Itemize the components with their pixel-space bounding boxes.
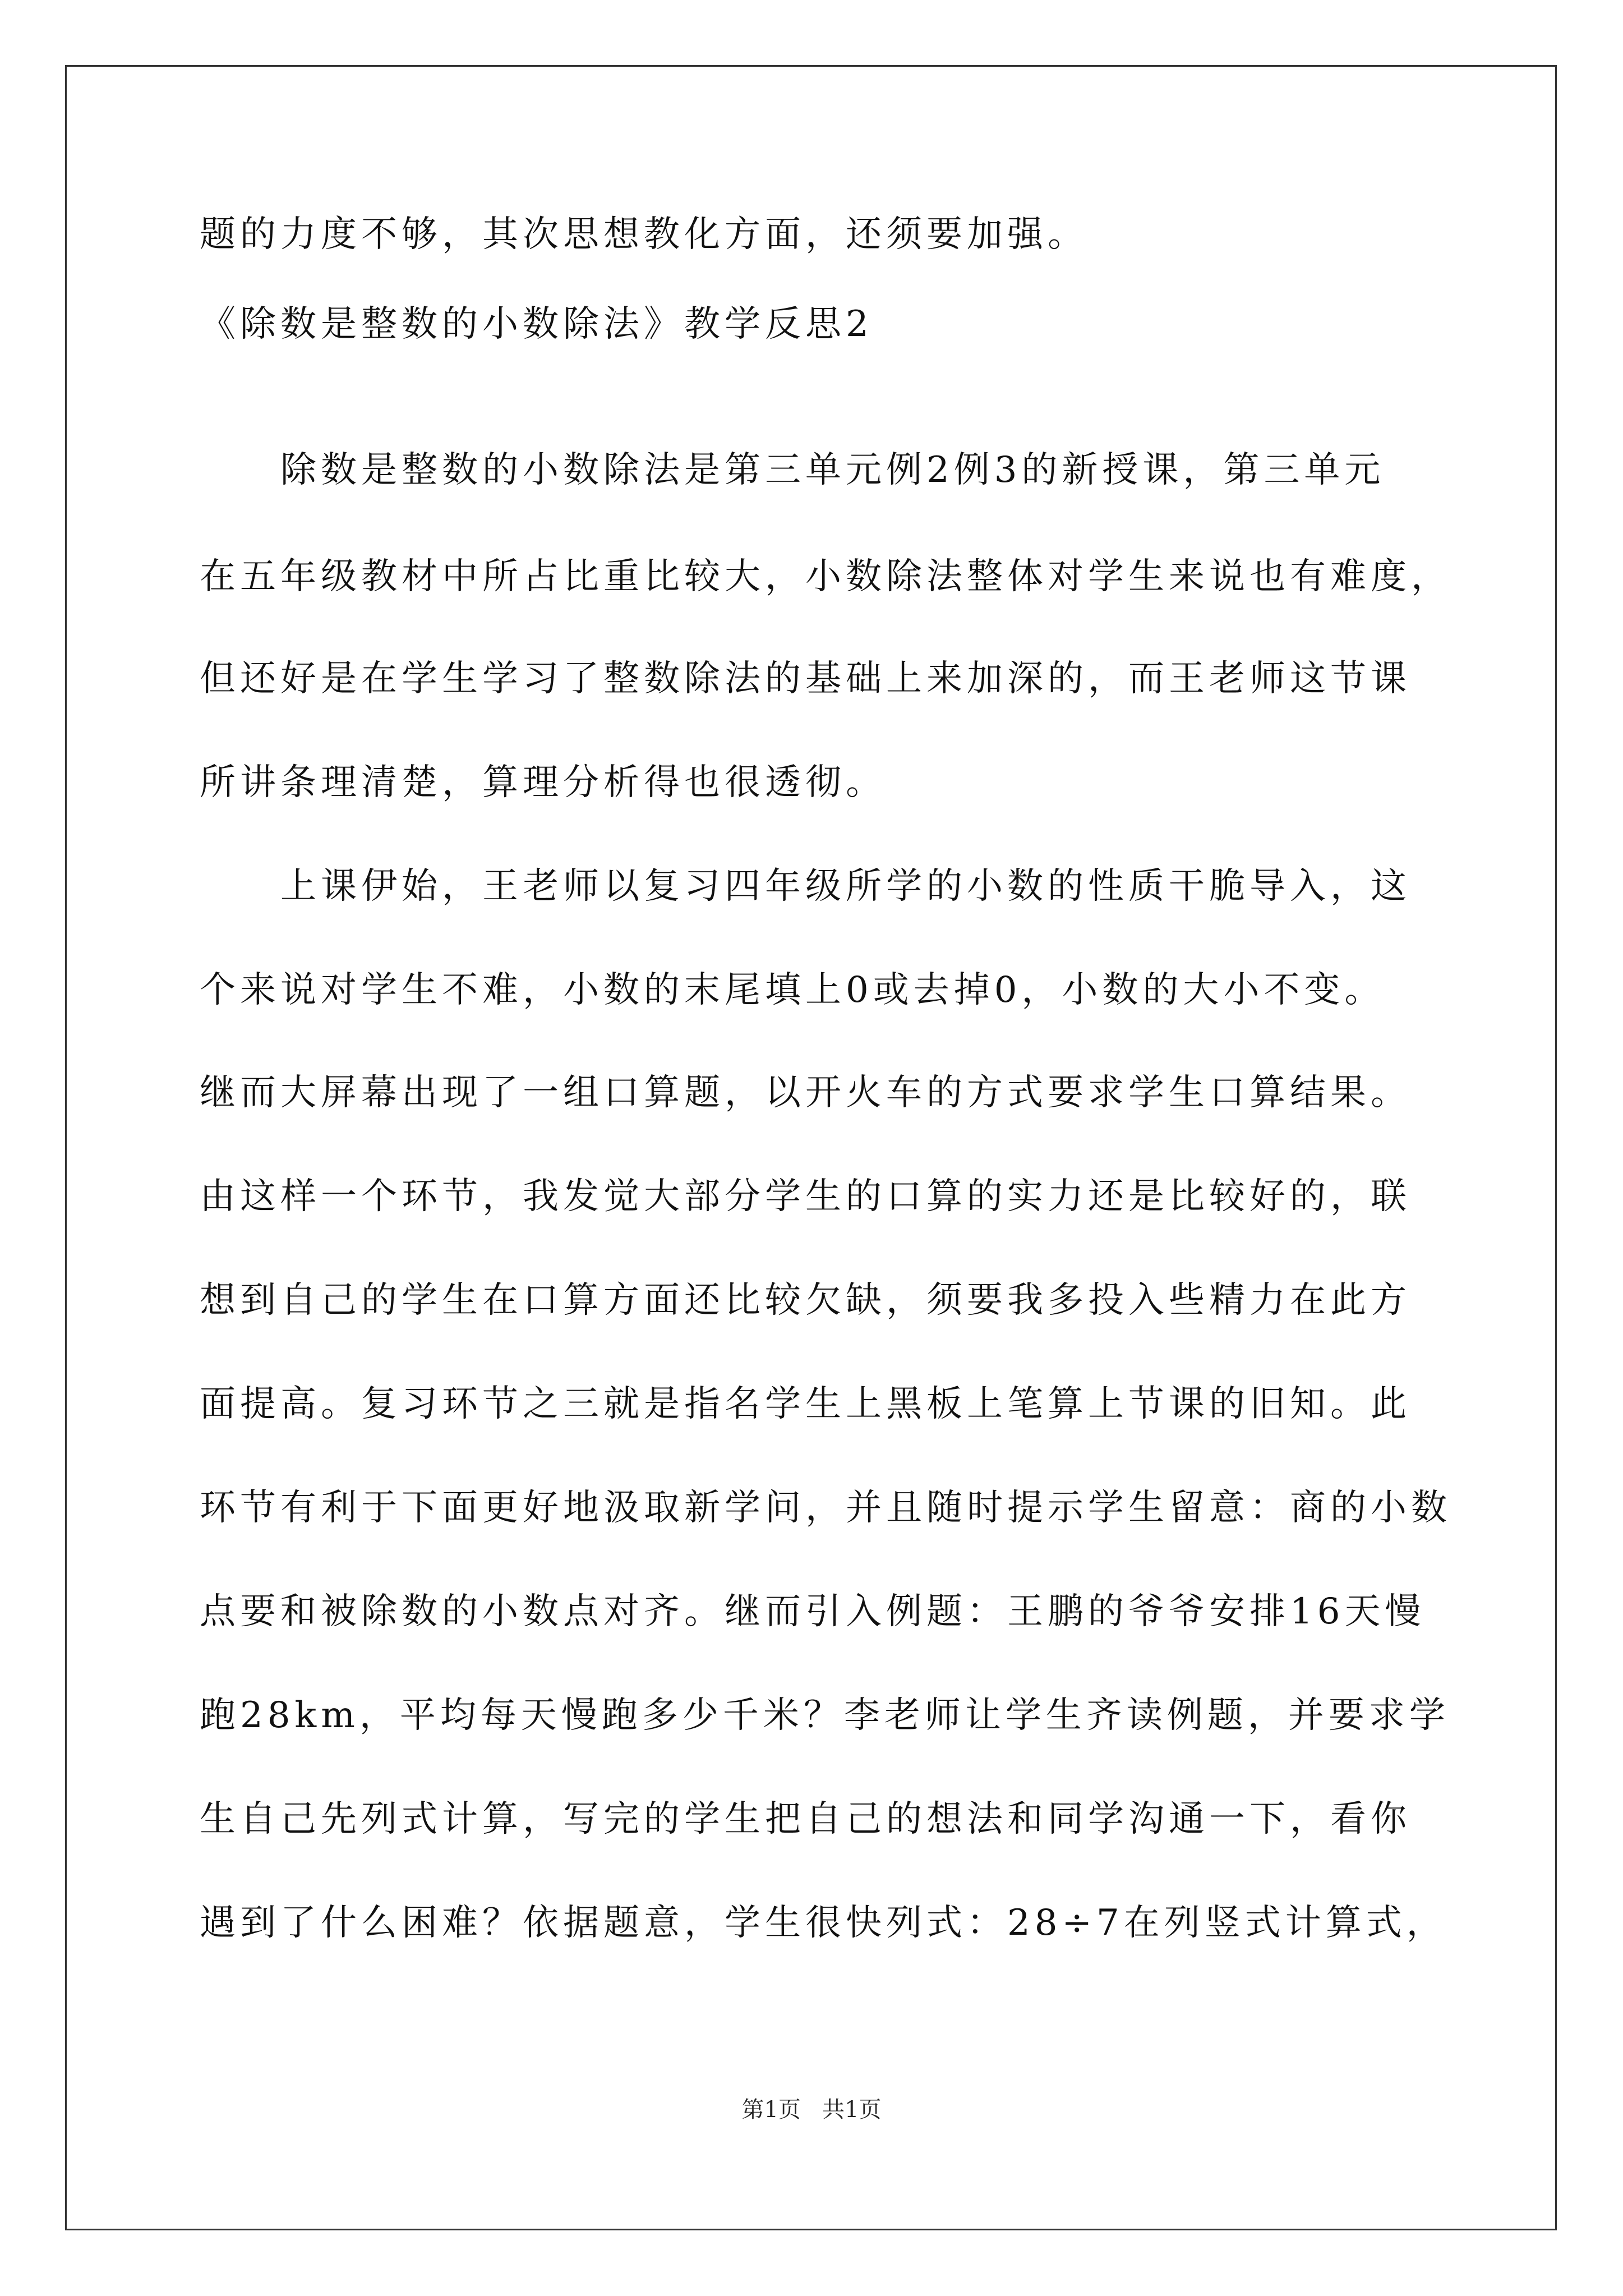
text-line-1: 题的力度不够，其次思想教化方面，还须要加强。 [200, 214, 1088, 255]
paragraph-2-line-3: 继而大屏幕出现了一组口算题，以开火车的方式要求学生口算结果。 [200, 1072, 1411, 1114]
paragraph-2-line-9: 跑28km，平均每天慢跑多少千米？李老师让学生齐读例题，并要求学 [200, 1695, 1450, 1736]
section-title: 《除数是整数的小数除法》教学反思2 [200, 303, 873, 345]
paragraph-2-line-1: 上课伊始，王老师以复习四年级所学的小数的性质干脆导入，这 [280, 866, 1411, 907]
paragraph-1-line-2: 在五年级教材中所占比重比较大，小数除法整体对学生来说也有难度， [200, 556, 1451, 597]
paragraph-2-line-10: 生自己先列式计算，写完的学生把自己的想法和同学沟通一下，看你 [200, 1798, 1411, 1840]
paragraph-2-line-6: 面提高。复习环节之三就是指名学生上黑板上笔算上节课的旧知。此 [200, 1383, 1411, 1425]
paragraph-1-line-4: 所讲条理清楚，算理分析得也很透彻。 [200, 762, 886, 803]
page-number-footer: 第1页 共1页 [741, 2097, 882, 2123]
paragraph-2-line-8: 点要和被除数的小数点对齐。继而引入例题：王鹏的爷爷安排16天慢 [200, 1591, 1426, 1632]
paragraph-2-line-11: 遇到了什么困难？依据题意，学生很快列式：28÷7在列竖式计算式， [200, 1902, 1447, 1944]
paragraph-2-line-5: 想到自己的学生在口算方面还比较欠缺，须要我多投入些精力在此方 [200, 1280, 1411, 1321]
paragraph-2-line-4: 由这样一个环节，我发觉大部分学生的口算的实力还是比较好的，联 [200, 1176, 1411, 1217]
paragraph-2-line-7: 环节有利于下面更好地汲取新学问，并且随时提示学生留意：商的小数 [200, 1487, 1451, 1529]
paragraph-1-line-1: 除数是整数的小数除法是第三单元例2例3的新授课，第三单元 [280, 449, 1385, 491]
paragraph-1-line-3: 但还好是在学生学习了整数除法的基础上来加深的，而王老师这节课 [200, 658, 1411, 700]
paragraph-2-line-2: 个来说对学生不难，小数的末尾填上0或去掉0，小数的大小不变。 [200, 969, 1385, 1011]
